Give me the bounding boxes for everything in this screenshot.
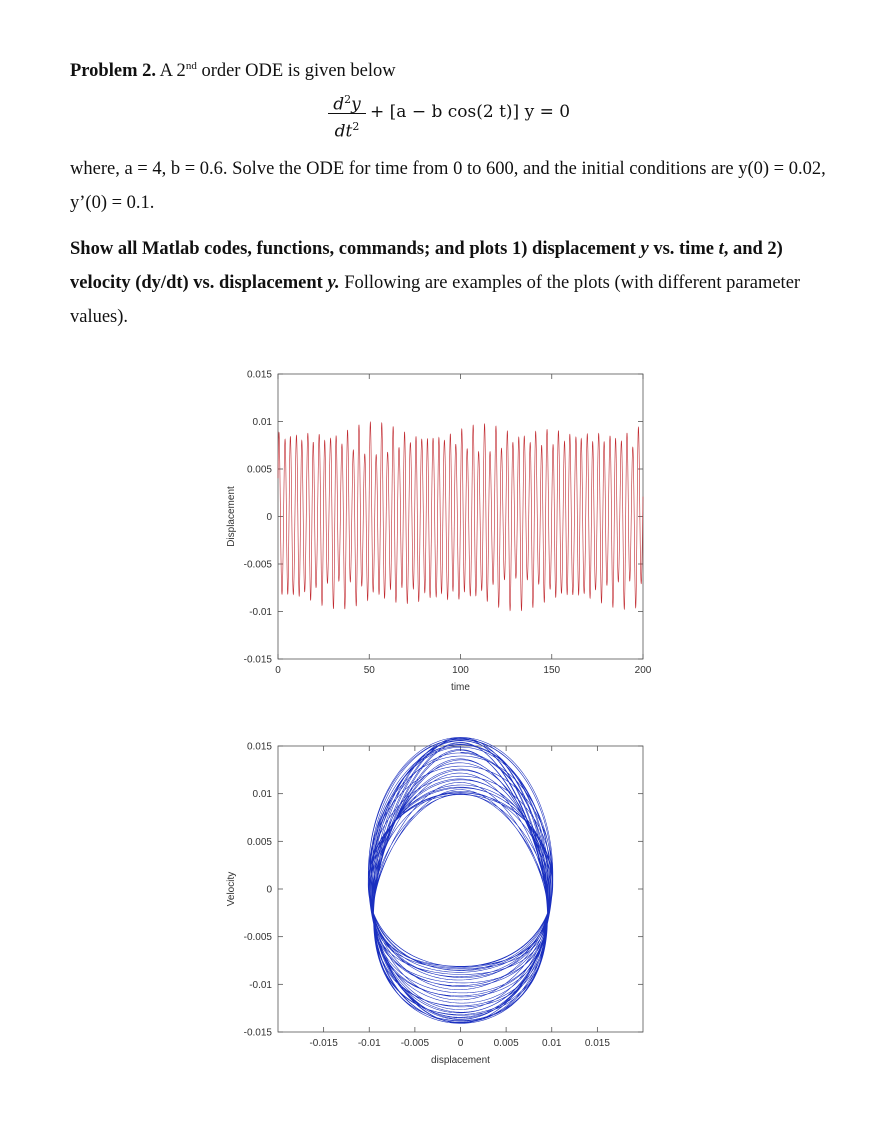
chart1-ytick-label: -0.01 [249, 607, 272, 618]
problem-statement [70, 49, 840, 88]
chart2-ytick-label: -0.005 [243, 932, 272, 944]
chart1-ytick-label: 0.005 [246, 464, 272, 476]
fraction-denominator: $dt^2$ [334, 120, 360, 142]
chart1-ytick-label: 0 [266, 512, 272, 523]
chart2-ytick-label: 0.005 [246, 836, 272, 848]
problem-heading: Problem 2. [70, 61, 156, 82]
derivative-fraction [328, 88, 366, 142]
chart1-ytick-label: 0.01 [252, 417, 272, 428]
chart2-ytick-label: -0.01 [249, 979, 272, 991]
displacement-vs-time-chart [0, 360, 881, 705]
chart2-xtick-label: -0.01 [357, 1038, 381, 1049]
instructions-normal: Following are examples of the plots (with different parameter values). [70, 273, 801, 327]
velocity-vs-displacement-chart [0, 735, 881, 1080]
ode-equation [328, 88, 648, 148]
instructions-bold: Show all Matlab codes, functions, commands; and plots 1) displacement y vs. time t, and 2) velocity (dy/dt) vs. displacement y. [70, 239, 783, 293]
chart2-xtick-label: 0.01 [542, 1038, 562, 1049]
chart2-ytick-label: 0.015 [246, 741, 272, 753]
chart2-xtick-label: -0.015 [309, 1038, 338, 1049]
chart2-xtick-label: 0.015 [584, 1038, 610, 1049]
chart1-ytick-label: 0.015 [246, 369, 272, 381]
where-text: where, a = 4, b = 0.6. Solve the ODE for time from 0 to 600, and the initial conditions are y(0) = 0.02, y’(0) = 0.1. [70, 159, 826, 213]
chart2-xtick-label: 0.005 [493, 1038, 519, 1049]
chart2-xlabel: displacement [431, 1055, 490, 1066]
instructions [70, 232, 840, 334]
chart1-ytick-label: -0.005 [243, 559, 272, 571]
chart1-xtick-label: 100 [452, 665, 469, 676]
fraction-numerator: $d^2y$ [333, 93, 361, 115]
chart1-xtick-label: 0 [275, 665, 281, 676]
chart2-plot-area [278, 746, 643, 1032]
chart2-xtick-label: 0 [457, 1038, 464, 1049]
chart1-xtick-label: 50 [363, 665, 375, 676]
chart1-xtick-label: 200 [634, 665, 652, 676]
chart2-ytick-label: -0.015 [243, 1027, 272, 1039]
intro-text-b: order ODE is given below [196, 61, 396, 82]
chart1-xtick-label: 150 [543, 665, 561, 676]
chart1-ytick-label: -0.015 [243, 654, 272, 666]
chart2-xtick-label: -0.005 [400, 1038, 430, 1049]
chart2-ytick-label: 0.01 [252, 789, 272, 801]
chart1-ylabel: Displacement [226, 486, 237, 547]
equation-rest: + [a − b cos(2 t)] y = 0 [370, 102, 571, 122]
chart1-xlabel: time [451, 682, 470, 693]
intro-superscript: nd [185, 60, 197, 72]
intro-text-a: A 2 [155, 61, 186, 82]
chart2-ylabel: Velocity [226, 871, 237, 907]
chart2-ytick-label: 0 [266, 884, 272, 896]
